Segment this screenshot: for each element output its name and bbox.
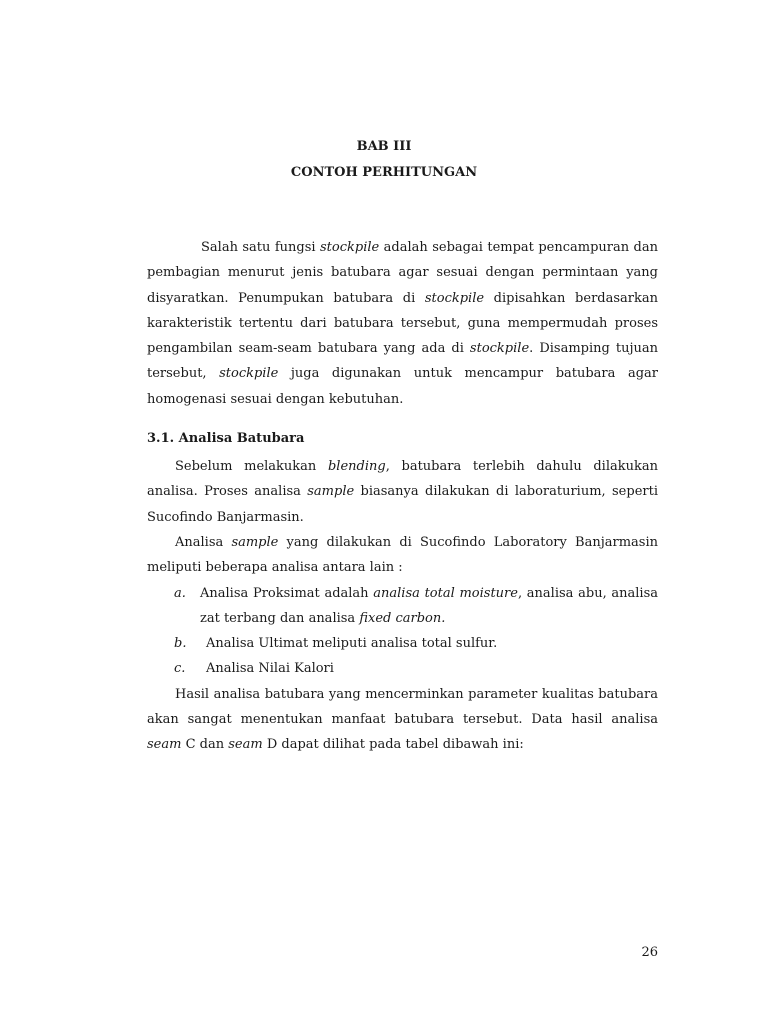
text-run: Sebelum melakukan xyxy=(175,459,328,475)
italic-term: sample xyxy=(231,534,279,550)
paragraph-blending xyxy=(147,454,658,530)
list-item xyxy=(147,656,658,681)
text-run: C dan xyxy=(181,737,229,753)
list-text xyxy=(200,581,658,632)
italic-term: stockpile xyxy=(320,240,380,255)
text-run: Analisa Ultimat meliputi analisa total sulfur. xyxy=(206,636,498,652)
text-run: Salah satu fungsi xyxy=(201,240,321,255)
intro-paragraph xyxy=(147,235,658,412)
paragraph-results xyxy=(147,682,658,758)
list-item xyxy=(147,631,658,656)
text-run: dipisahkan berdasarkan karakteristik tertentu dari batubara tersebut, guna mempermudah proses pengambilan seam-seam batubara yang ada di xyxy=(147,290,658,357)
page-number: 26 xyxy=(641,945,658,960)
list-text xyxy=(200,656,658,681)
section-heading: 3.1. Analisa Batubara xyxy=(147,431,305,447)
chapter-label: BAB III xyxy=(356,139,412,154)
list-item xyxy=(147,581,658,632)
italic-term: stockpile xyxy=(469,341,530,357)
text-run: Analisa xyxy=(175,534,232,550)
text-run: yang dilakukan di Sucofindo Laboratory Banjarmasin meliputi beberapa analisa antara lain : xyxy=(147,534,658,576)
text-run: juga digunakan untuk mencampur batubara agar homogenasi sesuai dengan kebutuhan. xyxy=(147,366,658,407)
italic-term: blending xyxy=(327,459,386,475)
paragraph-sample xyxy=(147,530,658,581)
list-marker: c. xyxy=(174,661,186,677)
italic-term: seam xyxy=(147,737,182,753)
italic-term: sample xyxy=(307,484,355,500)
text-run: Hasil analisa batubara yang mencerminkan parameter kualitas batubara akan sangat menentukan manfaat batubara tersebut. Data hasil analisa xyxy=(147,686,658,728)
text-run: Analisa Nilai Kalori xyxy=(206,661,334,677)
analysis-list xyxy=(147,581,658,682)
italic-term: seam xyxy=(228,737,263,753)
document-body xyxy=(147,235,658,758)
italic-term: stockpile xyxy=(424,290,485,306)
text-run: biasanya dilakukan di laboraturium, seperti Sucofindo Banjarmasin. xyxy=(147,484,658,525)
text-run: D dapat dilihat pada tabel dibawah ini: xyxy=(262,737,524,753)
italic-term: stockpile xyxy=(219,366,279,382)
list-marker: a. xyxy=(174,585,186,601)
text-run: , batubara terlebih dahulu dilakukan analisa. Proses analisa xyxy=(147,459,658,500)
text-run: adalah sebagai tempat pencampuran dan pembagian menurut jenis batubara agar sesuai dengan permintaan yang disyaratkan. Penumpukan batubara di xyxy=(147,240,659,306)
list-text xyxy=(200,631,658,656)
italic-term: analisa total moisture xyxy=(373,585,518,601)
italic-term: fixed carbon. xyxy=(359,610,446,626)
text-run: . Disamping tujuan tersebut, xyxy=(147,341,658,382)
chapter-title: CONTOH PERHITUNGAN xyxy=(290,165,478,180)
text-run: , analisa abu, analisa zat terbang dan analisa xyxy=(200,585,659,626)
text-run: Analisa Proksimat adalah xyxy=(200,585,374,601)
list-marker: b. xyxy=(174,636,187,652)
